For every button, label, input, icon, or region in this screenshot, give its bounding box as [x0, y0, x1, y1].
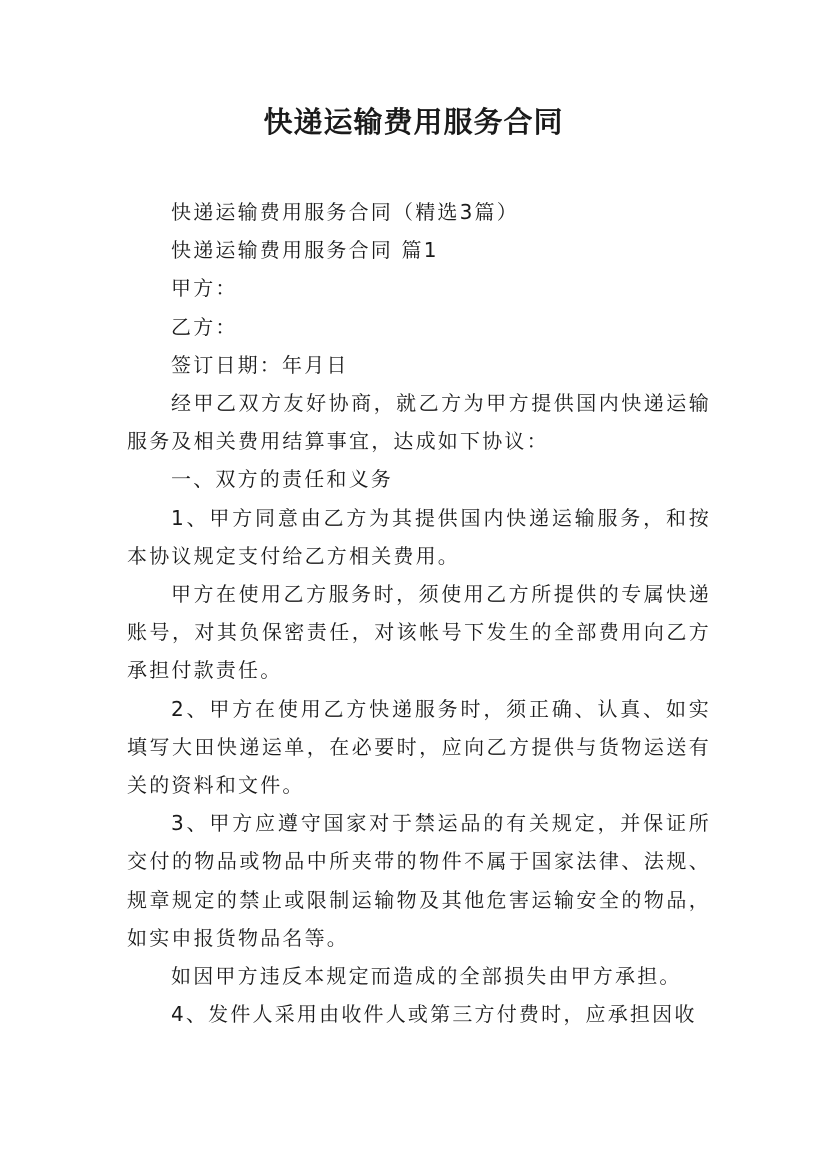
document-body [127, 193, 711, 1033]
paragraph-party-b: 乙方： [171, 314, 238, 339]
paragraph-clause-2: 2、甲方在使用乙方快递服务时，须正确、认真、如实填写大田快递运单，在必要时，应向乙方提供与货物运送有关的资料和文件。 [127, 696, 711, 798]
paragraph-clause-4: 4、发件人采用由收件人或第三方付费时，应承担因收 [171, 1002, 697, 1027]
paragraph-signing-date: 签订日期：年月日 [171, 352, 349, 377]
paragraph-clause-1-detail: 甲方在使用乙方服务时，须使用乙方所提供的专属快递账号，对其负保密责任，对该帐号下发生的全部费用向乙方承担付款责任。 [127, 582, 711, 683]
paragraph-clause-heading: 一、双方的责任和义务 [171, 467, 393, 492]
paragraph-clause-1: 1、甲方同意由乙方为其提供国内快递运输服务，和按本协议规定支付给乙方相关费用。 [127, 505, 711, 568]
paragraph-party-a: 甲方： [171, 276, 238, 301]
paragraph-subtitle: 快递运输费用服务合同（精选3篇） [171, 200, 519, 224]
paragraph-clause-3-detail: 如因甲方违反本规定而造成的全部损失由甲方承担。 [171, 964, 682, 989]
paragraph-preamble: 经甲乙双方友好协商，就乙方为甲方提供国内快递运输服务及相关费用结算事宜，达成如下协议： [127, 391, 711, 454]
paragraph-clause-3: 3、甲方应遵守国家对于禁运品的有关规定，并保证所交付的物品或物品中所夹带的物件不属于国家法律、法规、规章规定的禁止或限制运输物及其他危害运输安全的物品，如实申报货物品名等。 [127, 811, 711, 950]
paragraph-section-heading: 快递运输费用服务合同 篇1 [171, 238, 439, 263]
document-title: 快递运输费用服务合同 [263, 105, 564, 139]
